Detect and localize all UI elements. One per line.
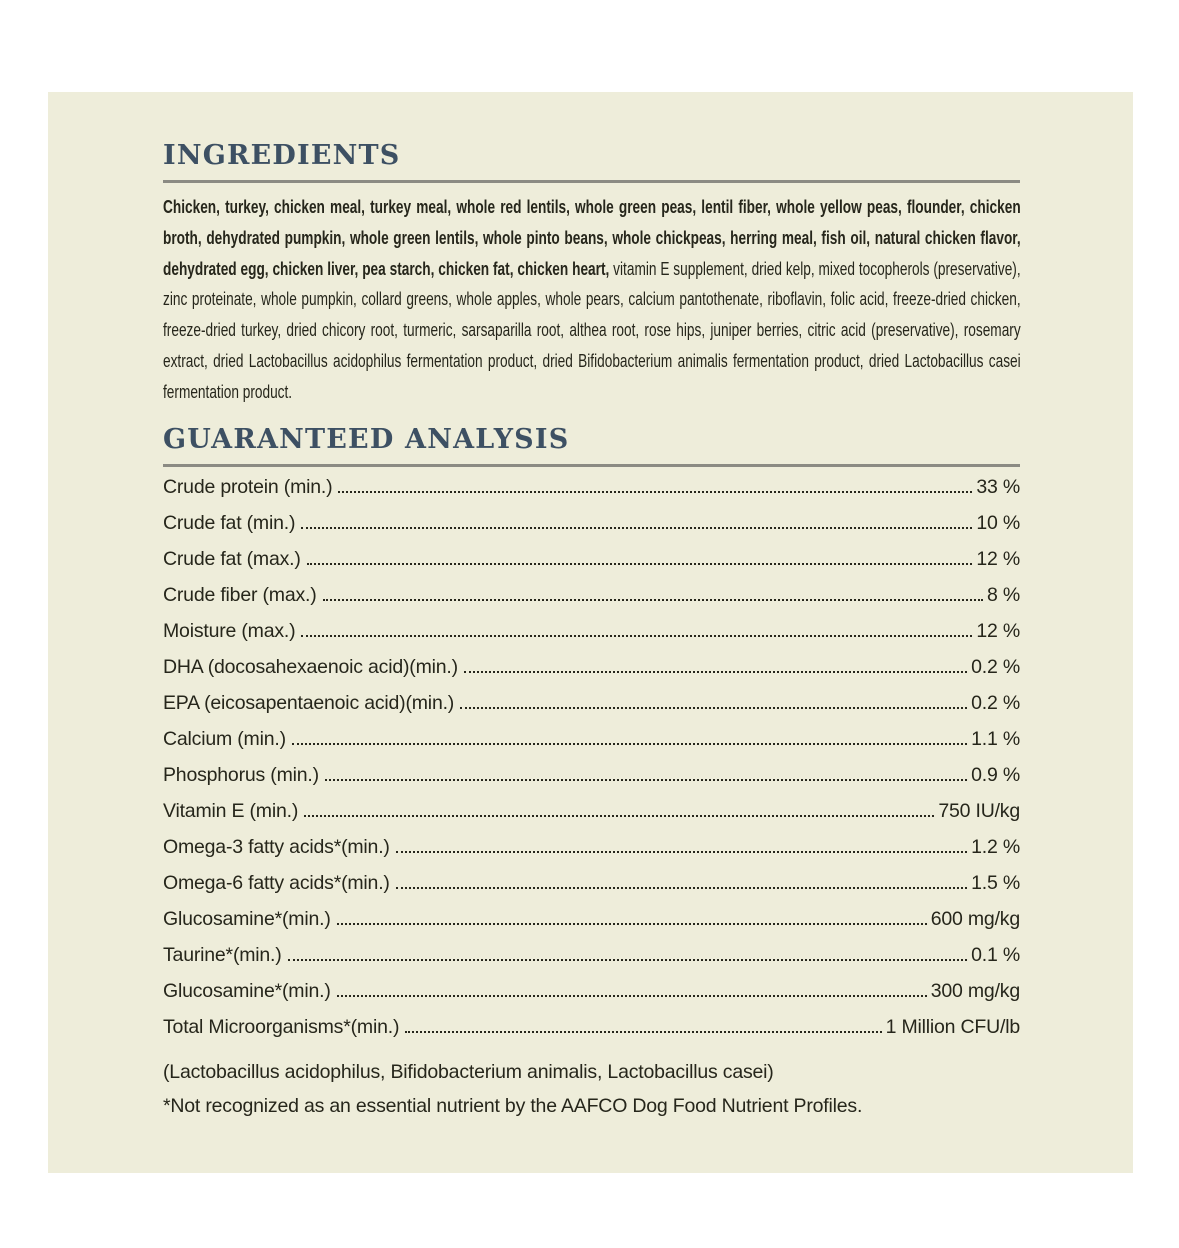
dot-leader	[396, 851, 967, 853]
analysis-row-value: 600 mg/kg	[930, 907, 1020, 930]
analysis-row	[163, 764, 1020, 800]
dot-leader	[288, 959, 968, 961]
analysis-row-label: Total Microorganisms*(min.)	[163, 1015, 400, 1038]
analysis-row-value: 0.1 %	[971, 943, 1020, 966]
guaranteed-analysis-section	[163, 425, 1020, 1123]
analysis-row	[163, 692, 1020, 728]
analysis-row-label: Omega-6 fatty acids*(min.)	[163, 871, 390, 894]
analysis-row	[163, 512, 1020, 548]
analysis-row	[163, 548, 1020, 584]
analysis-row-value: 0.2 %	[971, 655, 1020, 678]
analysis-row	[163, 908, 1020, 944]
dot-leader	[337, 995, 927, 997]
analysis-row-value: 8 %	[986, 583, 1020, 606]
analysis-row	[163, 1016, 1020, 1052]
analysis-row-label: DHA (docosahexaenoic acid)(min.)	[163, 655, 458, 678]
guaranteed-analysis-table	[163, 476, 1020, 1052]
dot-leader	[307, 563, 973, 565]
analysis-row	[163, 728, 1020, 764]
analysis-row	[163, 980, 1020, 1016]
ingredients-text	[163, 192, 1021, 408]
dot-leader	[338, 491, 972, 493]
analysis-row-value: 300 mg/kg	[930, 979, 1020, 1002]
analysis-row-label: Crude protein (min.)	[163, 475, 333, 498]
analysis-row-value: 1.5 %	[971, 871, 1020, 894]
aafco-footnote: *Not recognized as an essential nutrient by the AAFCO Dog Food Nutrient Profiles.	[163, 1094, 863, 1117]
analysis-row-label: Crude fat (min.)	[163, 511, 296, 534]
analysis-row-label: Omega-3 fatty acids*(min.)	[163, 835, 390, 858]
analysis-row-value: 0.9 %	[971, 763, 1020, 786]
guaranteed-analysis-heading: GUARANTEED ANALYSIS	[163, 423, 570, 455]
analysis-row-label: Glucosamine*(min.)	[163, 979, 331, 1002]
analysis-row-label: Moisture (max.)	[163, 619, 296, 642]
analysis-row-label: Vitamin E (min.)	[163, 799, 299, 822]
dot-leader	[292, 743, 967, 745]
ingredients-text-bold: Chicken, turkey, chicken meal, turkey meal, whole red lentils, whole green peas, lentil fiber, whole yellow peas, flounder, chicken broth, dehydrated pumpkin, whole green lentils, whole pinto beans, whole chickpeas, herring meal, fish oil, natural chicken flavor, dehydrated egg, chicken liver, pea starch, chicken fat, chicken heart,	[163, 197, 1021, 279]
analysis-row	[163, 656, 1020, 692]
analysis-row	[163, 944, 1020, 980]
analysis-row-label: Taurine*(min.)	[163, 943, 282, 966]
analysis-row-value: 12 %	[976, 547, 1020, 570]
analysis-row-value: 750 IU/kg	[938, 799, 1020, 822]
analysis-row-value: 12 %	[976, 619, 1020, 642]
probiotic-organisms-note: (Lactobacillus acidophilus, Bifidobacterium animalis, Lactobacillus casei)	[163, 1060, 774, 1083]
analysis-row	[163, 476, 1020, 512]
ingredients-paragraph-wrap	[163, 192, 1020, 408]
analysis-row-value: 33 %	[976, 475, 1020, 498]
analysis-row-label: Glucosamine*(min.)	[163, 907, 331, 930]
analysis-row-label: Crude fat (max.)	[163, 547, 301, 570]
analysis-row-value: 10 %	[976, 511, 1020, 534]
ingredients-text-regular: vitamin E supplement, dried kelp, mixed tocopherols (preservative), zinc proteinate, whole pumpkin, collard greens, whole apples, whole pears, calcium pantothenate, riboflavin, folic acid, freeze-dried chicken, freeze-dried turkey, dried chicory root, turmeric, sarsaparilla root, althea root, rose hips, juniper berries, citric acid (preservative), rosemary extract, dried Lactobacillus acidophilus fermentation product, dried Bifidobacterium animalis fermentation product, dried Lactobacillus casei fermentation product.	[163, 258, 1021, 402]
dot-leader	[460, 707, 967, 709]
analysis-row	[163, 872, 1020, 908]
guaranteed-analysis-heading-rule	[163, 464, 1020, 467]
analysis-row-label: Calcium (min.)	[163, 727, 286, 750]
analysis-row-label: EPA (eicosapentaenoic acid)(min.)	[163, 691, 455, 714]
analysis-row-value: 1 Million CFU/lb	[885, 1015, 1020, 1038]
dot-leader	[325, 779, 967, 781]
dot-leader	[405, 1031, 881, 1033]
analysis-row	[163, 584, 1020, 620]
dot-leader	[337, 923, 927, 925]
analysis-row-label: Phosphorus (min.)	[163, 763, 319, 786]
analysis-row	[163, 620, 1020, 656]
analysis-row	[163, 800, 1020, 836]
label-content	[48, 92, 1133, 1123]
dot-leader	[323, 599, 983, 601]
analysis-row	[163, 836, 1020, 872]
dot-leader	[396, 887, 967, 889]
analysis-row-value: 1.1 %	[971, 727, 1020, 750]
pet-food-label-panel	[48, 92, 1133, 1173]
analysis-row-value: 0.2 %	[971, 691, 1020, 714]
dot-leader	[301, 635, 972, 637]
dot-leader	[304, 815, 934, 817]
ingredients-section	[163, 141, 1020, 408]
dot-leader	[301, 527, 972, 529]
analysis-row-value: 1.2 %	[971, 835, 1020, 858]
ingredients-heading-rule	[163, 180, 1020, 183]
analysis-row-label: Crude fiber (max.)	[163, 583, 317, 606]
dot-leader	[464, 671, 967, 673]
ingredients-heading: INGREDIENTS	[163, 140, 401, 171]
